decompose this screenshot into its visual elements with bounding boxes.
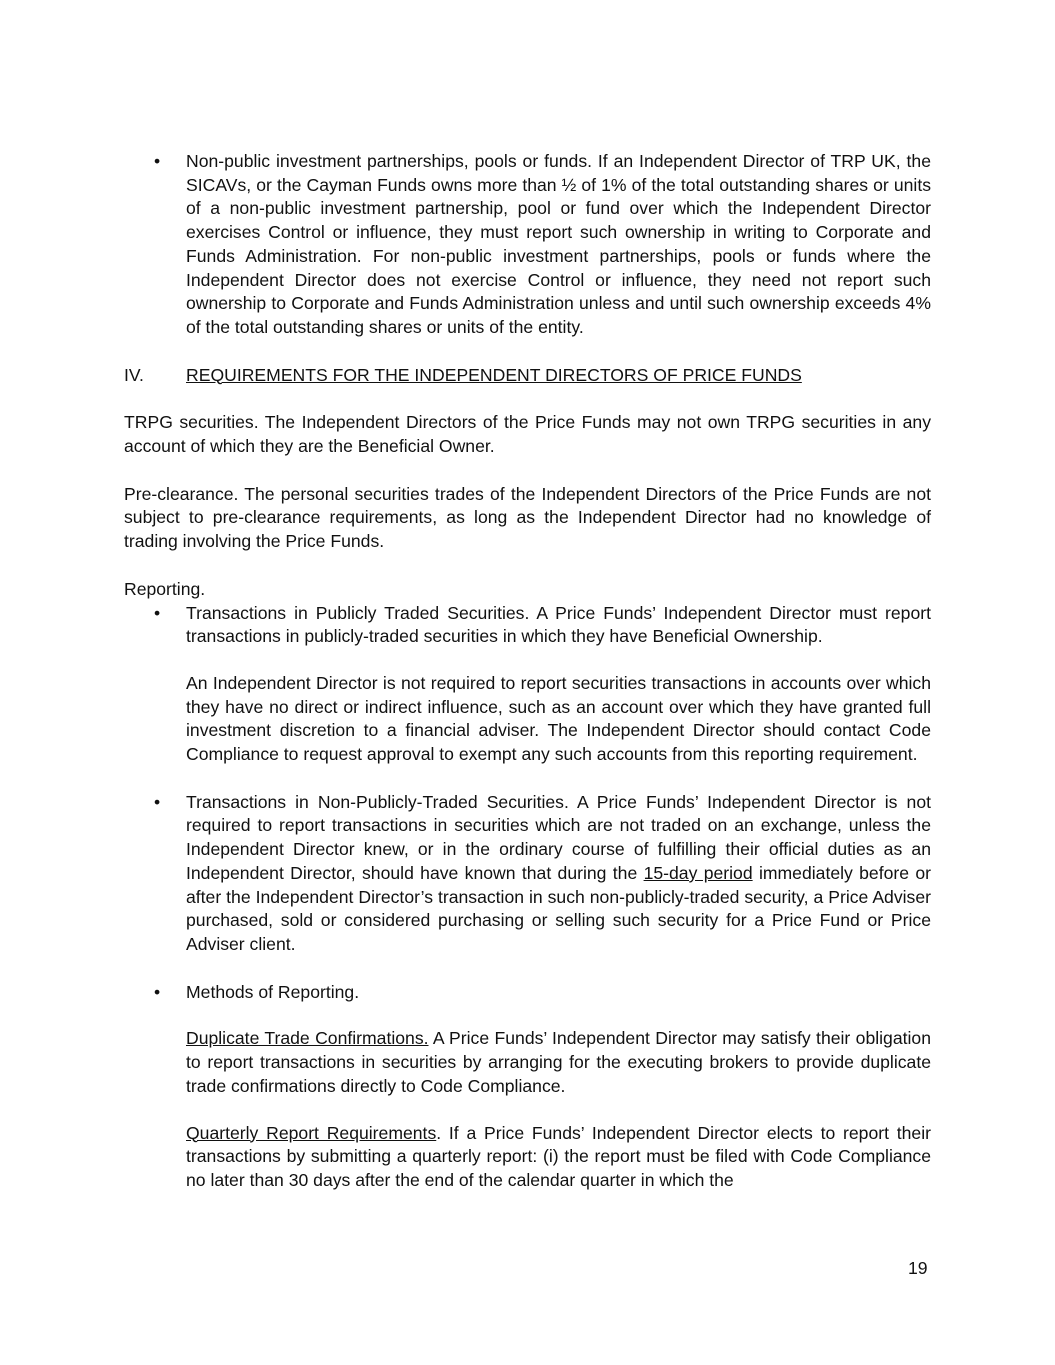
- publicly-traded-text: Transactions in Publicly Traded Securities. A Price Funds’ Independent Director must report transactions in publicly-traded securities in which they have Beneficial Ownership.: [186, 602, 931, 647]
- duplicate-confirmations-text: A Price Funds’ Independent Director may satisfy their obligation to report transactions in securities by arranging for the executing brokers to provide duplicate trade confirmations directly to Code Compliance.: [186, 1028, 931, 1096]
- duplicate-confirmations-paragraph: [124, 1027, 931, 1098]
- methods-bullet: [124, 981, 931, 1005]
- quarterly-report-paragraph: [124, 1122, 931, 1193]
- page-number: 19: [908, 1258, 928, 1278]
- reporting-heading: Reporting.: [124, 578, 206, 599]
- section-heading: [124, 364, 931, 388]
- preclearance-paragraph: Pre-clearance. The personal securities trades of the Independent Directors of the Price Funds are not subject to pre-clearance requirements, as long as the Independent Director had no knowledge of trading involving the Price Funds.: [124, 483, 931, 552]
- fifteen-day-period: 15-day period: [643, 862, 753, 883]
- methods-heading: Methods of Reporting.: [186, 981, 360, 1002]
- exemption-paragraph: An Independent Director is not required to report securities transactions in accounts over which they have no direct or indirect influence, such as an account over which they have granted full investment discretion to a financial adviser. The Independent Director should contact Code Compliance to request approval to exempt any such accounts from this reporting requirement.: [186, 672, 931, 765]
- section-number: IV.: [124, 364, 144, 385]
- quarterly-report-title: Quarterly Report Requirements: [186, 1122, 437, 1143]
- non-publicly-traded-bullet: [124, 791, 931, 957]
- section-title: REQUIREMENTS FOR THE INDEPENDENT DIRECTORS OF PRICE FUNDS: [186, 364, 802, 385]
- nonpublic-bullet: [124, 150, 931, 340]
- document-page: [124, 150, 931, 1193]
- publicly-traded-bullet: [124, 602, 931, 649]
- bullet-icon: •: [154, 791, 161, 812]
- non-publicly-traded-text-before: Transactions in Non-Publicly-Traded Securities. A Price Funds’ Independent Director is not required to report transactions in securities which are not traded on an exchange, unless the Independent Director knew, or in the ordinary course of fulfilling their official duties as an Independent Director, should have known that during the: [186, 791, 931, 883]
- bullet-icon: •: [154, 602, 161, 623]
- non-publicly-traded-text-after: immediately before or after the Independent Director’s transaction in such non-publicly-traded security, a Price Adviser purchased, sold or considered purchasing or selling such security for a Price Fund or Price Adviser client.: [186, 862, 932, 954]
- duplicate-confirmations-title: Duplicate Trade Confirmations.: [186, 1028, 429, 1049]
- nonpublic-text: Non-public investment partnerships, pools or funds. If an Independent Director of TRP UK, the SICAVs, or the Cayman Funds owns more than ½ of 1% of the total outstanding shares or units of a non-public investment partnership, pool or fund over which the Independent Director exercises Control or influence, they must report such ownership in writing to Corporate and Funds Administration. For non-public investment partnerships, pools or funds where the Independent Director does not exercise Control or influence, they need not report such ownership to Corporate and Funds Administration unless and until such ownership exceeds 4% of the total outstanding shares or units of the entity.: [186, 151, 931, 337]
- bullet-icon: •: [154, 151, 161, 171]
- quarterly-report-text: . If a Price Funds’ Independent Director elects to report their transactions by submitting a quarterly report: (i) the report must be filed with Code Compliance no later than 30 days after the end of the calendar quarter in which the: [186, 1122, 931, 1190]
- trpg-paragraph: TRPG securities. The Independent Directors of the Price Funds may not own TRPG securities in any account of which they are the Beneficial Owner.: [124, 412, 931, 457]
- bullet-icon: •: [154, 981, 161, 1002]
